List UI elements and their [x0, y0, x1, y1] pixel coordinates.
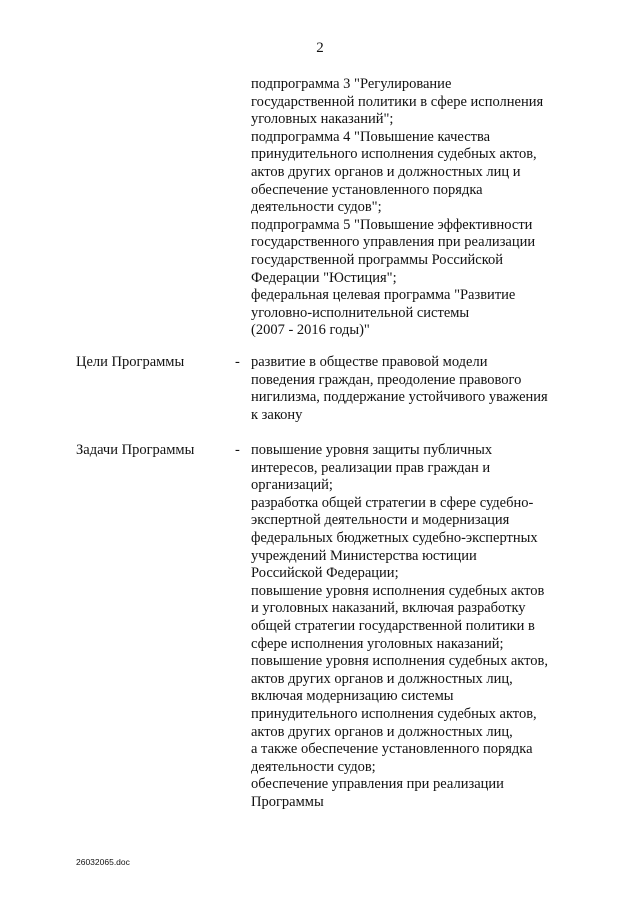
text-line: уголовно-исполнительной системы — [251, 304, 470, 321]
text-line: деятельности судов"; — [251, 199, 382, 216]
text-line: интересов, реализации прав граждан и — [251, 459, 491, 476]
goals-dash: - — [235, 354, 240, 370]
text-line: общей стратегии государственной политики в — [251, 617, 535, 634]
continuation-text — [251, 76, 571, 340]
text-line: актов других органов и должностных лиц и — [251, 163, 521, 180]
text-line: принудительного исполнения судебных актов, — [251, 146, 537, 163]
text-line: деятельности судов; — [251, 758, 376, 775]
text-line: к закону — [251, 406, 303, 423]
text-line: учреждений Министерства юстиции — [251, 547, 477, 564]
text-line: повышение уровня защиты публичных — [251, 442, 493, 458]
text-line: государственной политики в сфере исполнения — [251, 93, 544, 110]
text-line: повышение уровня исполнения судебных актов, — [251, 653, 548, 670]
text-line: подпрограмма 4 "Повышение качества — [251, 128, 491, 145]
tasks-text — [251, 442, 571, 811]
text-line: поведения граждан, преодоление правового — [251, 371, 522, 388]
tasks-label: Задачи Программы — [76, 442, 195, 458]
text-line: обеспечение управления при реализации — [251, 776, 504, 793]
text-line: федеральных бюджетных судебно-экспертных — [251, 529, 538, 546]
page-number: 2 — [316, 40, 324, 56]
text-line: сфере исполнения уголовных наказаний; — [251, 635, 504, 652]
text-line: федеральная целевая программа "Развитие — [251, 287, 516, 304]
text-line: организаций; — [251, 477, 333, 494]
text-line: Федерации "Юстиция"; — [251, 269, 397, 286]
text-line: Программы — [251, 793, 324, 810]
text-line: подпрограмма 3 "Регулирование — [251, 76, 452, 92]
text-line: разработка общей стратегии в сфере судебно- — [251, 494, 534, 511]
text-line: государственной программы Российской — [251, 251, 504, 268]
text-line: нигилизма, поддержание устойчивого уважения — [251, 389, 548, 406]
text-line: государственного управления при реализации — [251, 234, 536, 251]
text-line: экспертной деятельности и модернизация — [251, 512, 510, 529]
footer-filename: 26032065.doc — [76, 857, 130, 867]
text-line: актов других органов и должностных лиц, — [251, 670, 513, 687]
text-line: актов других органов и должностных лиц, — [251, 723, 513, 740]
text-line: Российской Федерации; — [251, 565, 399, 582]
tasks-dash: - — [235, 442, 240, 458]
text-line: развитие в обществе правовой модели — [251, 354, 488, 370]
text-line: (2007 - 2016 годы)" — [251, 322, 370, 339]
text-line: подпрограмма 5 "Повышение эффективности — [251, 216, 533, 233]
text-line: уголовных наказаний"; — [251, 111, 394, 128]
text-line: обеспечение установленного порядка — [251, 181, 483, 198]
text-line: и уголовных наказаний, включая разработку — [251, 600, 526, 617]
text-line: включая модернизацию системы — [251, 688, 454, 705]
goals-label: Цели Программы — [76, 354, 185, 370]
text-line: повышение уровня исполнения судебных актов — [251, 582, 545, 599]
goals-text — [251, 354, 571, 424]
text-line: а также обеспечение установленного порядка — [251, 741, 533, 758]
text-line: принудительного исполнения судебных актов, — [251, 705, 537, 722]
